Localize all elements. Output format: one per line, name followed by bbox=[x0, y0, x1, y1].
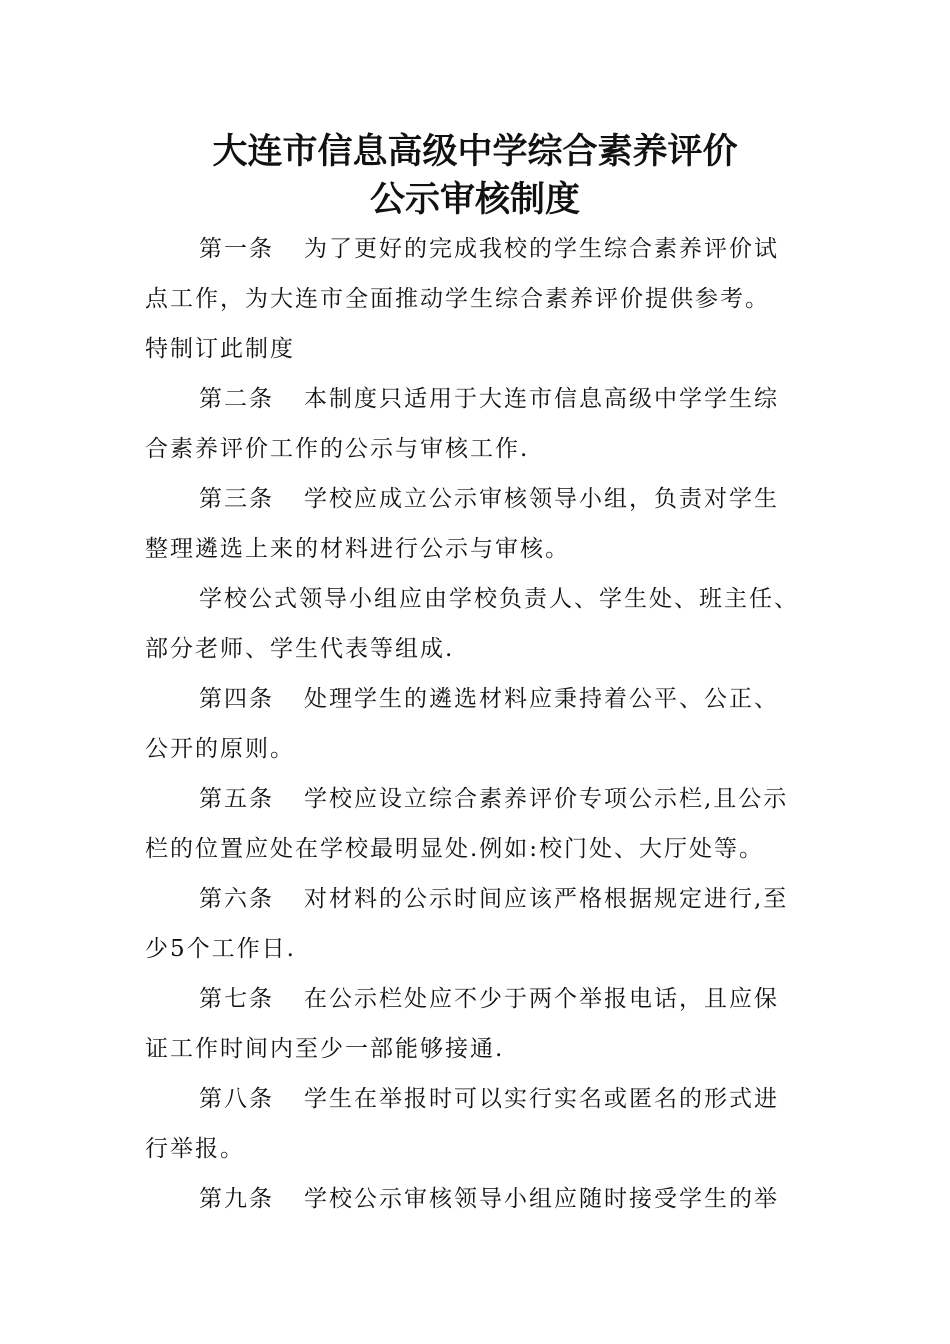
article-number: 第五条 bbox=[199, 786, 274, 812]
document-title-line-1: 大连市信息高级中学综合素养评价 bbox=[212, 132, 738, 172]
article-9 bbox=[145, 1174, 810, 1224]
article-number: 第三条 bbox=[199, 486, 274, 512]
paragraph-text: 在公示栏处应不少于两个举报电话，且应保 bbox=[304, 986, 779, 1012]
article-number: 第六条 bbox=[199, 886, 274, 912]
paragraph-line: 少5个工作日. bbox=[145, 936, 296, 962]
paragraph-text: 学校应设立综合素养评价专项公示栏,且公示 bbox=[304, 786, 789, 812]
paragraph-text: 本制度只适用于大连市信息高级中学学生综 bbox=[304, 386, 779, 412]
article-number: 第七条 bbox=[199, 986, 274, 1012]
article-7 bbox=[145, 974, 810, 1074]
paragraph-line bbox=[145, 1074, 810, 1124]
paragraph-line bbox=[145, 374, 810, 424]
article-number: 第一条 bbox=[199, 236, 274, 262]
paragraph-line bbox=[145, 224, 810, 274]
paragraph-text: 学校公示审核领导小组应随时接受学生的举 bbox=[304, 1186, 779, 1212]
paragraph-line: 行举报。 bbox=[145, 1136, 245, 1162]
paragraph-line bbox=[145, 1174, 810, 1224]
paragraph-text: 为了更好的完成我校的学生综合素养评价试 bbox=[304, 236, 779, 262]
article-number: 第八条 bbox=[199, 1086, 274, 1112]
paragraph-text: 对材料的公示时间应该严格根据规定进行,至 bbox=[304, 886, 789, 912]
paragraph-line: 证工作时间内至少一部能够接通. bbox=[145, 1036, 505, 1062]
article-1 bbox=[145, 224, 810, 374]
paragraph-line bbox=[145, 974, 810, 1024]
paragraph-line: 特制订此制度 bbox=[145, 336, 295, 362]
document-body bbox=[145, 224, 810, 1224]
paragraph-text: 学生在举报时可以实行实名或匿名的形式进 bbox=[304, 1086, 779, 1112]
paragraph-line: 合素养评价工作的公示与审核工作. bbox=[145, 436, 530, 462]
paragraph-line: 整理遴选上来的材料进行公示与审核。 bbox=[145, 536, 570, 562]
paragraph-line: 点工作，为大连市全面推动学生综合素养评价提供参考。 bbox=[145, 286, 770, 312]
paragraph-text: 学校应成立公示审核领导小组，负责对学生 bbox=[304, 486, 779, 512]
paragraph-line: 栏的位置应处在学校最明显处.例如:校门处、大厅处等。 bbox=[145, 836, 765, 862]
article-number: 第四条 bbox=[199, 686, 274, 712]
paragraph-line bbox=[145, 674, 810, 724]
paragraph-line: 部分老师、学生代表等组成. bbox=[145, 636, 455, 662]
article-6 bbox=[145, 874, 810, 974]
document-title-line-2: 公示审核制度 bbox=[369, 180, 580, 220]
paragraph-text: 处理学生的遴选材料应秉持着公平、公正、 bbox=[304, 686, 779, 712]
paragraph-line bbox=[145, 874, 810, 924]
paragraph-line bbox=[145, 474, 810, 524]
article-2 bbox=[145, 374, 810, 474]
article-number: 第九条 bbox=[199, 1186, 274, 1212]
article-number: 第二条 bbox=[199, 386, 274, 412]
article-3 bbox=[145, 474, 810, 574]
article-8 bbox=[145, 1074, 810, 1174]
paragraph-line: 公开的原则。 bbox=[145, 736, 295, 762]
article-4 bbox=[145, 674, 810, 774]
article-5 bbox=[145, 774, 810, 874]
article-3-supplement bbox=[145, 574, 810, 674]
paragraph-line: 学校公式领导小组应由学校负责人、学生处、班主任、 bbox=[199, 586, 799, 612]
paragraph-line bbox=[145, 774, 810, 824]
